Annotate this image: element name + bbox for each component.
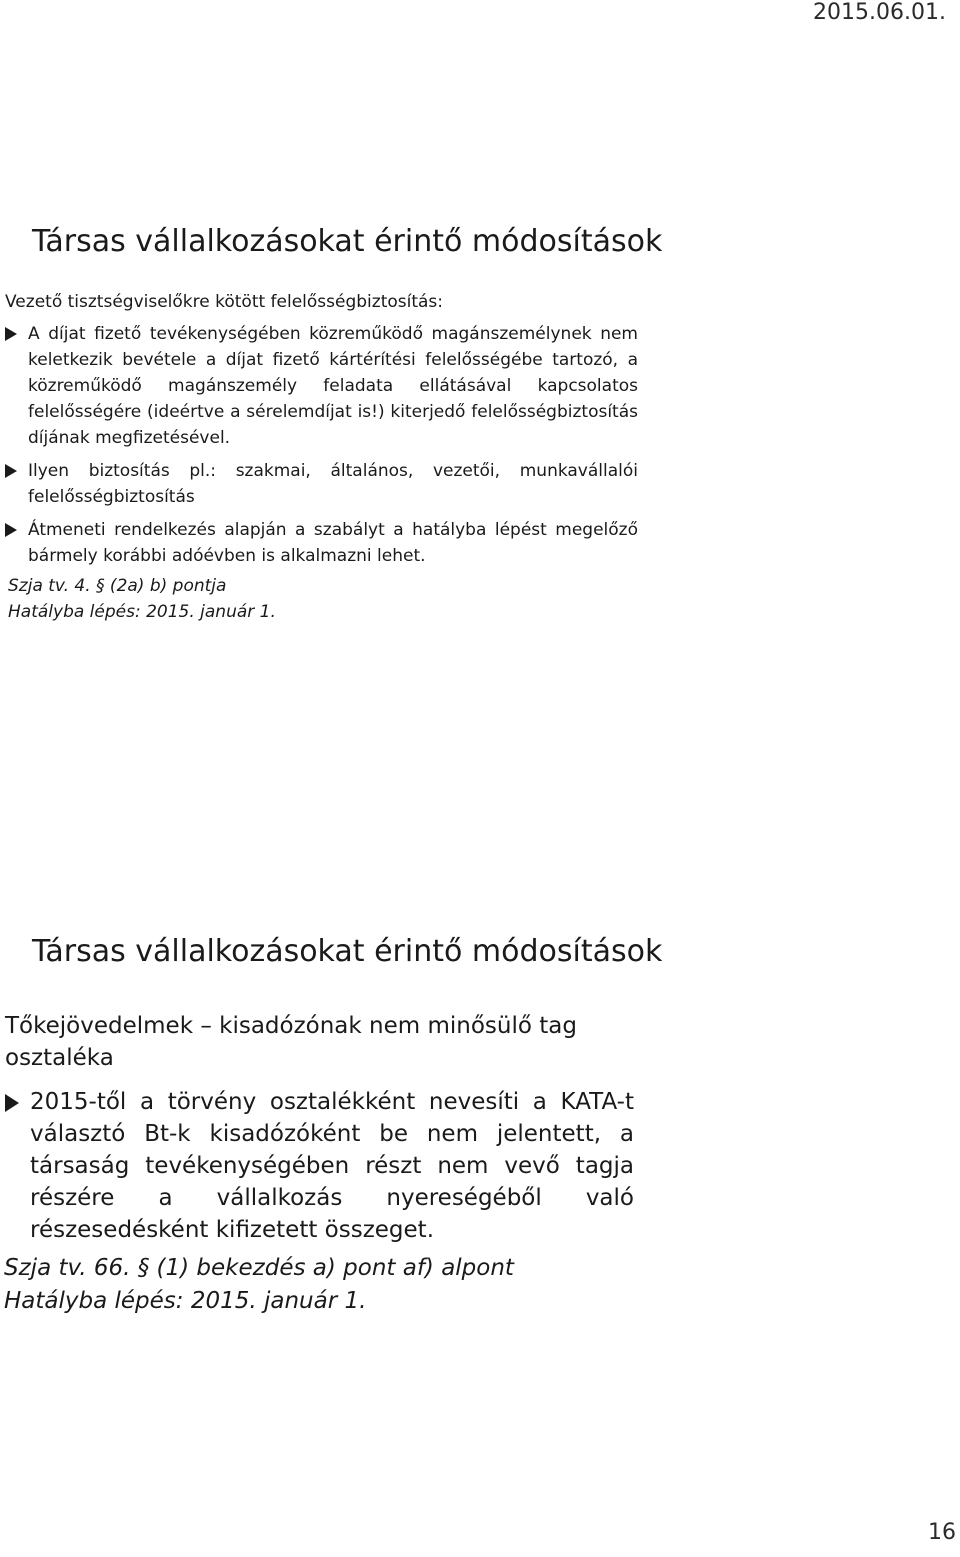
slide-2-references (4, 1252, 960, 1318)
slide-2-title: Társas vállalkozásokat érintő módosítások (32, 934, 663, 969)
effective-date: Hatályba lépés: 2015. január 1. (8, 602, 276, 622)
effective-date: Hatályba lépés: 2015. január 1. (4, 1288, 367, 1314)
page-number: 16 (928, 1520, 956, 1545)
bullet-text: Ilyen biztosítás pl.: szakmai, általános, vezetői, munkavállalói felelősségbiztosítás (28, 461, 638, 507)
slide-2-bullet-list (0, 1086, 960, 1246)
slide-1-title: Társas vállalkozásokat érintő módosítások (32, 224, 663, 259)
slide-2-subtitle: Tőkejövedelmek – kisadózónak nem minősülő tag osztaléka (5, 1013, 577, 1071)
bullet-item (5, 517, 638, 569)
triangle-bullet-icon (5, 523, 17, 537)
bullet-item (5, 321, 638, 451)
bullet-text: 2015-től a törvény osztalékként nevesíti a KATA-t választó Bt-k kisadózóként be nem jelentett, a társaság tevékenységében részt nem vevő tagja részére a vállalkozás nyereségéből való részesedésként kifizetett összeget. (30, 1089, 634, 1243)
slide-1-subtitle: Vezető tisztségviselőkre kötött felelősségbiztosítás: (5, 292, 444, 312)
page-date: 2015.06.01. (813, 0, 946, 25)
triangle-bullet-icon (5, 1094, 19, 1112)
bullet-text: Átmeneti rendelkezés alapján a szabályt a hatályba lépést megelőző bármely korábbi adóévben is alkalmazni lehet. (28, 520, 638, 566)
slide-1 (0, 222, 960, 625)
triangle-bullet-icon (5, 327, 17, 341)
bullet-item (5, 1086, 634, 1246)
triangle-bullet-icon (5, 464, 17, 478)
slide-1-bullet-list (0, 321, 960, 569)
legal-reference: Szja tv. 4. § (2a) b) pontja (8, 576, 227, 596)
slide-1-references (8, 573, 960, 625)
slide-2 (0, 932, 960, 1318)
bullet-item (5, 458, 638, 510)
legal-reference: Szja tv. 66. § (1) bekezdés a) pont af) alpont (4, 1255, 514, 1281)
bullet-text: A díjat fizető tevékenységében közreműködő magánszemélynek nem keletkezik bevétele a díjat fizető kártérítési felelősségébe tartozó, a közreműködő magánszemély feladata ellátásával kapcsolatos felelősségére (ideértve a sérelemdíjat is!) kiterjedő felelősségbiztosítás díjának megfizetésével. (28, 324, 638, 448)
